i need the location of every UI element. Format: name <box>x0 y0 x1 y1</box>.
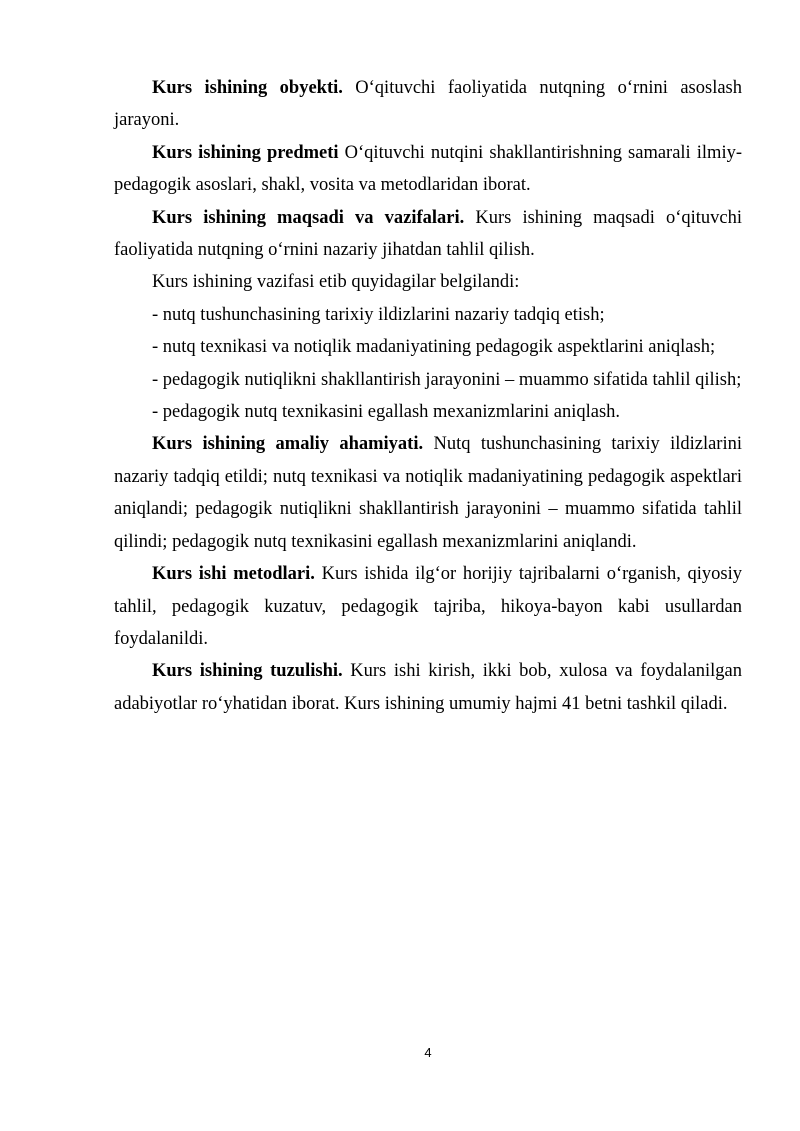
paragraph-text: - nutq tushunchasining tarixiy ildizlarini nazariy tadqiq etish; <box>152 304 605 325</box>
document-body <box>114 72 742 720</box>
paragraph-text: O‘qituvchi nutqini shakllantirishning samarali ilmiy-pedagogik asoslari, shakl, vosita va metodlaridan iborat. <box>114 142 742 196</box>
paragraph-text: - pedagogik nutq texnikasini egallash mexanizmlarini aniqlash. <box>152 402 621 423</box>
paragraph-practical-significance <box>114 428 742 558</box>
paragraph-lead: Kurs ishining tuzulishi. <box>152 661 343 682</box>
paragraph-subject <box>114 137 742 202</box>
list-item-task-2 <box>114 331 742 363</box>
paragraph-lead: Kurs ishining amaliy ahamiyati. <box>152 434 424 455</box>
list-item-task-3 <box>114 364 742 396</box>
paragraph-text: Kurs ishida ilg‘or horijiy tajribalarni o‘rganish, qiyosiy tahlil, pedagogik kuzatuv, pedagogik tajriba, hikoya-bayon kabi usullardan foydalanildi. <box>114 564 743 649</box>
paragraph-text: - pedagogik nutiqlikni shakllantirish jarayonini – muammo sifatida tahlil qilish; <box>152 369 742 390</box>
paragraph-text: O‘qituvchi faoliyatida nutqning o‘rnini asoslash jarayoni. <box>114 78 742 131</box>
paragraph-object <box>114 72 742 137</box>
paragraph-structure <box>114 655 742 720</box>
paragraph-text: Nutq tushunchasining tarixiy ildizlarini nazariy tadqiq etildi; nutq texnikasi va notiqlik madaniyatining pedagogik aspektlari aniqlandi; pedagogik nutiqlikni shakllantirish jarayonini – muammo sifatida tahlil qilindi; pedagogik nutq texnikasini egallash mexanizmlarini aniqlandi. <box>114 434 742 552</box>
paragraph-tasks-intro <box>114 266 742 298</box>
paragraph-methods <box>114 558 742 655</box>
paragraph-text: Kurs ishi kirish, ikki bob, xulosa va foydalanilgan adabiyotlar ro‘yhatidan iborat. Kurs ishining umumiy hajmi 41 betni tashkil qiladi. <box>114 661 742 714</box>
paragraph-goals <box>114 202 742 267</box>
list-item-task-1 <box>114 299 742 331</box>
paragraph-lead: Kurs ishining maqsadi va vazifalari. <box>152 207 465 228</box>
paragraph-lead: Kurs ishining obyekti. <box>152 78 343 98</box>
paragraph-text: Kurs ishining vazifasi etib quyidagilar belgilandi: <box>152 272 520 293</box>
paragraph-text: - nutq texnikasi va notiqlik madaniyatining pedagogik aspektlarini aniqlash; <box>152 337 716 358</box>
paragraph-lead: Kurs ishi metodlari. <box>152 564 315 585</box>
paragraph-lead: Kurs ishining predmeti <box>152 142 339 163</box>
page-number: 4 <box>424 1045 432 1060</box>
paragraph-text: Kurs ishining maqsadi o‘qituvchi faoliyatida nutqning o‘rnini nazariy jihatdan tahlil qilish. <box>114 207 742 261</box>
list-item-task-4 <box>114 396 742 428</box>
